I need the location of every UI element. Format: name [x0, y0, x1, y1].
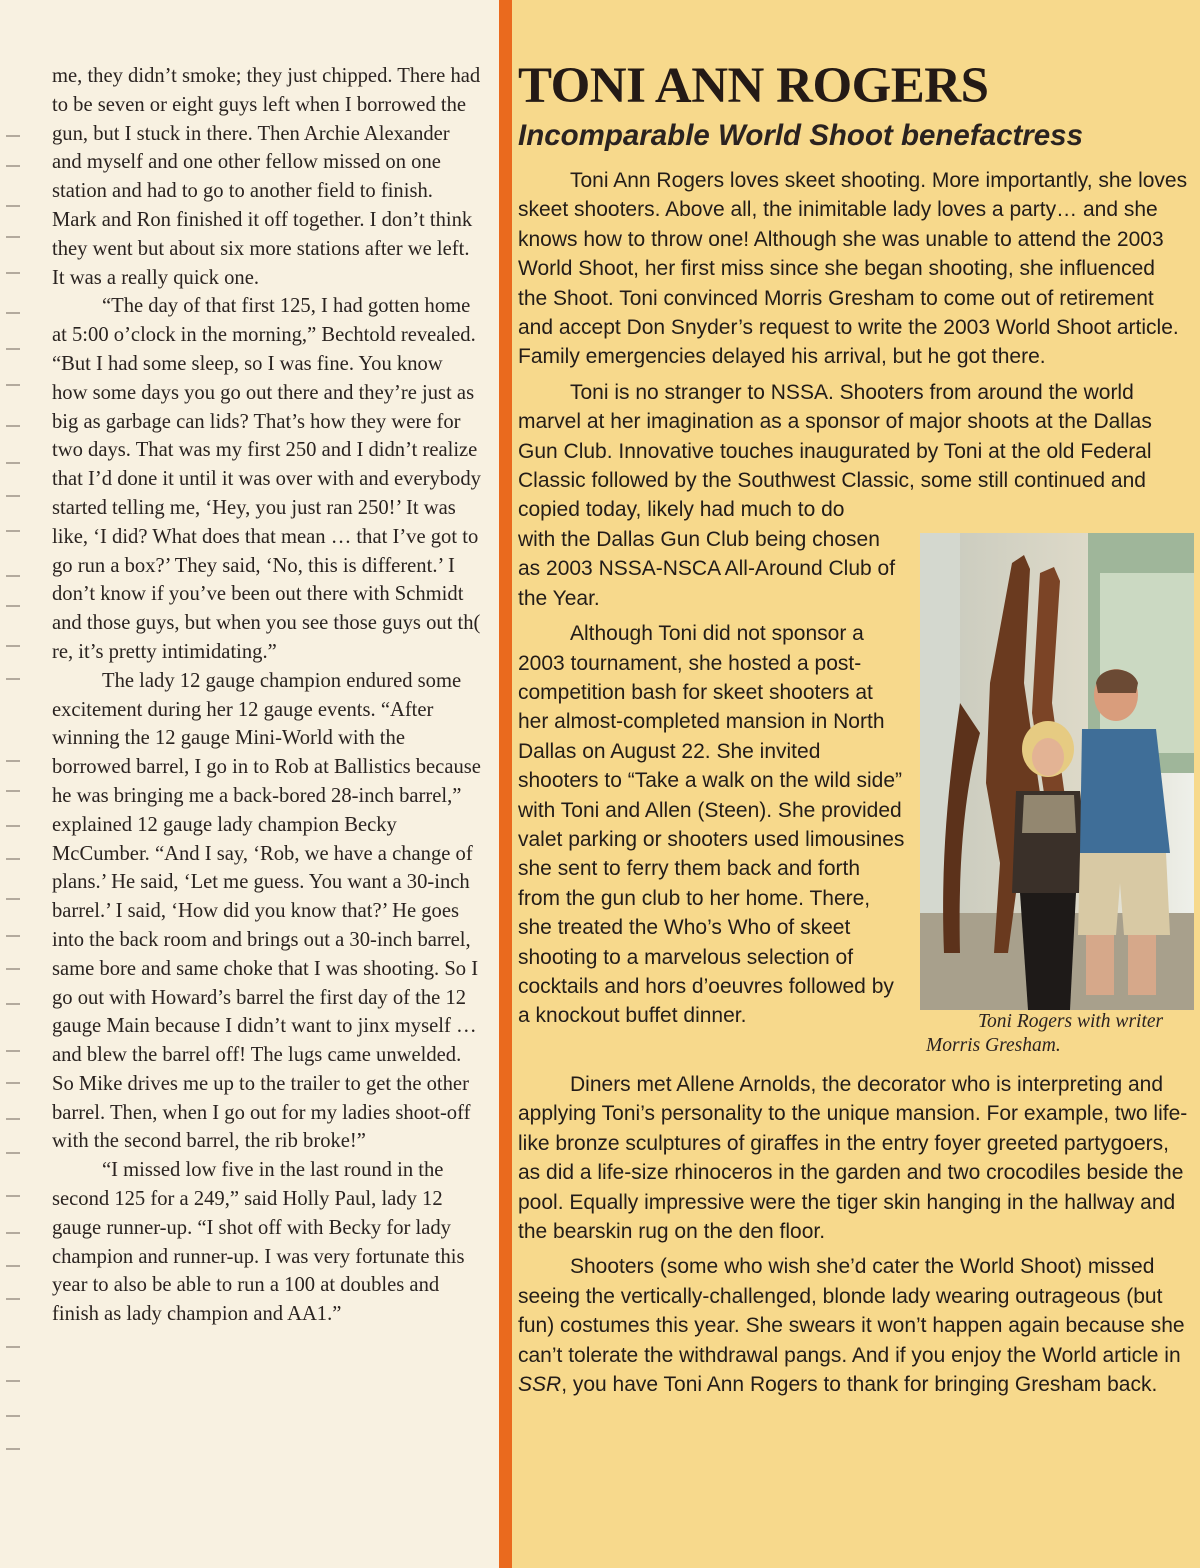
left-paragraph: “I missed low five in the last round in the second 125 for a 249,” said Holly Paul, lady 12 gauge runner-up. “I shot off with Becky for lady champion and runner-up. I was very fortunate this year to also be able to run a 100 at doubles and finish as lady champion and AA1.” [52, 1159, 465, 1326]
article-paragraph: Although Toni did not sponsor a 2003 tournament, she hosted a post-competition bash for skeet shooters at her almost-completed mansion in North Dallas on August 22. She invited shooters to “Take a walk on the wild side” with Toni and Allen (Steen). She provided valet parking or shooters used limousines she sent to ferry them back and forth from the gun club to her home. There, she treated the Who’s Who of skeet shooting to a marvelous selection of cocktails and hors d’oeuvres followed by a knockout buffet dinner. [518, 622, 905, 1028]
right-page [512, 0, 1200, 1568]
photo-caption: Toni Rogers with writer Morris Gresham. [926, 1010, 1164, 1056]
binding-marks [0, 0, 30, 1568]
article-title: TONI ANN ROGERS [518, 58, 989, 114]
article-paragraph-lead: Toni is no stranger to NSSA. Shooters from around the world marvel at her imagination as a sponsor of major shoots at the Dallas Gun Club. Innovative touches inaugurated by Toni at the old Federal Classic followed by the Southwest Classic, some still continued and copied today, likely had much to do [518, 380, 1152, 522]
left-paragraph: me, they didn’t smoke; they just chipped. There had to be seven or eight guys left when I borrowed the gun, but I stuck in there. Then Archie Alexander and myself and one other fellow missed on one station and had to go to another field to finish. Mark and Ron finished it off together. I don’t think they went but about six more stations after we left. It was a really quick one. [52, 65, 481, 289]
left-column-text [52, 62, 482, 1329]
photo-illustration [920, 533, 1194, 1010]
photo-figure [920, 533, 1194, 1064]
article-paragraph: Toni Ann Rogers loves skeet shooting. More importantly, she loves skeet shooters. Above all, the inimitable lady loves a party… and she knows how to throw one! Although she was unable to attend the 2003 World Shoot, her first miss since she began shooting, she influenced the Shoot. Toni convinced Morris Gresham to come out of retirement and accept Don Snyder’s request to write the 2003 World Shoot article. Family emergencies delayed his arrival, but he got there. [518, 169, 1188, 369]
photo-toni-rogers-morris-gresham [920, 533, 1194, 1010]
left-page [0, 0, 500, 1568]
article-paragraph: Shooters (some who wish she’d cater the World Shoot) missed seeing the vertically-challenged, blonde lady wearing outrageous (but fun) costumes this year. She swears it won’t happen again because she can’t tolerate the withdrawal pangs. And if you enjoy the World article in SSR, you have Toni Ann Rogers to thank for bringing Gresham back. [518, 1255, 1185, 1396]
left-paragraph: “The day of that first 125, I had gotten home at 5:00 o’clock in the morning,” Bechtold revealed. “But I had some sleep, so I was fine. You know how some days you go out there and they’re just as big as garbage can lids? That’s how they were for two days. That was my first 250 and I didn’t realize that I’d done it until it was over with and everybody started telling me, ‘Hey, you just ran 250!’ It was like, ‘I did? What does that mean … that I’ve got to go run a box?’ They said, ‘No, this is different.’ I don’t know if you’ve been out there with Schmidt and those guys, but when you see those guys out th( re, it’s pretty intimidating.” [52, 295, 481, 663]
article-paragraph-continued: with the Dallas Gun Club being chosen as 2003 NSSA-NSCA All-Around Club of the Year. [518, 527, 896, 610]
orange-divider [499, 0, 512, 1568]
article-subtitle: Incomparable World Shoot benefactress [518, 119, 1083, 152]
article-paragraph: Diners met Allene Arnolds, the decorator who is interpreting and applying Toni’s personality to the unique mansion. For example, two life-like bronze sculptures of giraffes in the entry foyer greeted partygoers, as did a life-size rhinoceros in the garden and two crocodiles beside the pool. Equally impressive were the tiger skin hanging in the hallway and the bearskin rug on the den floor. [518, 1072, 1188, 1243]
left-paragraph: The lady 12 gauge champion endured some excitement during her 12 gauge events. “After winning the 12 gauge Mini-World with the borrowed barrel, I go in to Rob at Ballistics because he was bringing me a back-bored 28-inch barrel,” explained 12 gauge lady champion Becky McCumber. “And I say, ‘Rob, we have a change of plans.’ He said, ‘Let me guess. You want a 30-inch barrel.’ I said, ‘How did you know that?’ He goes into the back room and brings out a 30-inch barrel, same bore and same choke that I was shooting. So I go out with Howard’s barrel the first day of the 12 gauge Main because I didn’t want to jinx myself … and blew the barrel off! The lugs came unwelded. So Mike drives me up to the trailer to get the other barrel. Then, when I go out for my ladies shoot-off with the second barrel, the rib broke!” [52, 669, 481, 1153]
article-body [518, 166, 1188, 1405]
